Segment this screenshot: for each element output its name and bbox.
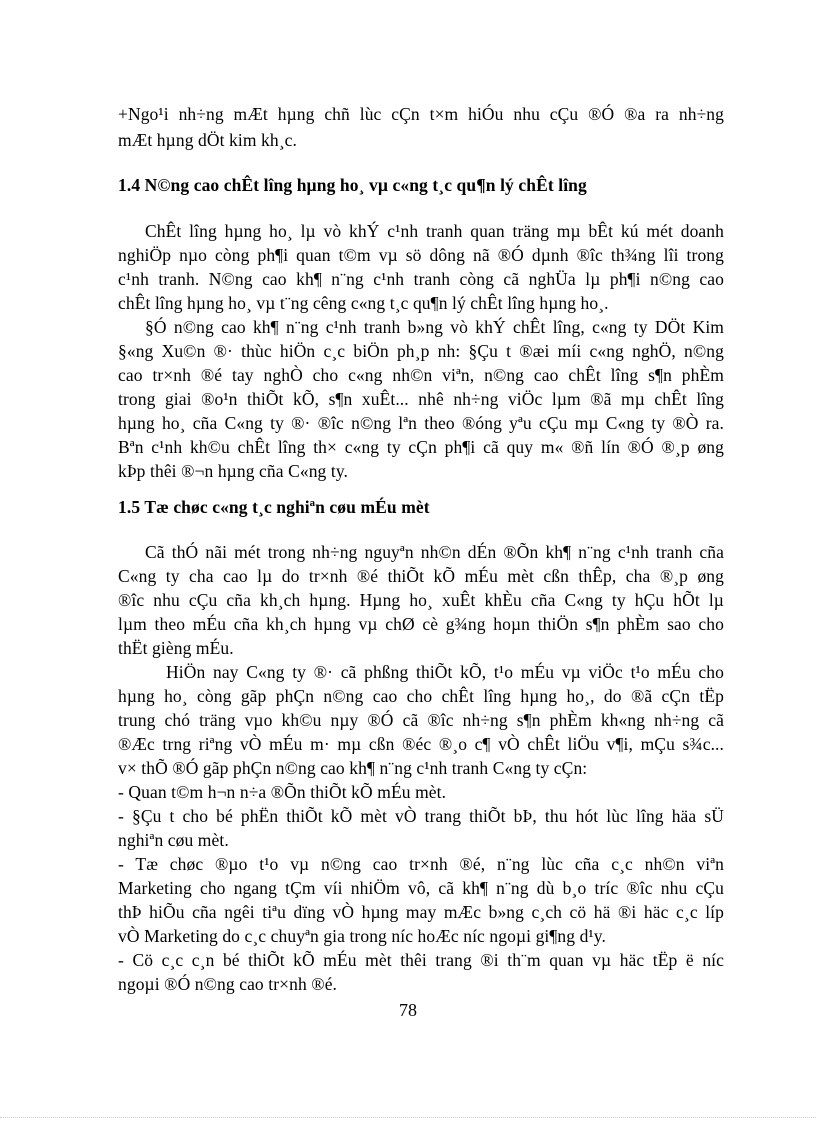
paragraph-line: HiÖn nay C«ng ty ®· cã phßng thiÕt kÕ, t¹o mÉu vµ viÖc t¹o mÉu cho xyxy=(166,662,724,682)
paragraph-line: trung chó träng vµo kh©u nµy ®Ó cã ®îc nh÷ng s¶n phÈm kh«ng nh÷ng cã xyxy=(118,710,724,730)
paragraph-line: thËt gièng mÉu. xyxy=(118,638,234,658)
paragraph-line: thÞ hiÕu cña ngêi tiªu dïng vÒ hµng may mÆc b»ng c¸ch cö hä ®i häc c¸c líp xyxy=(118,902,724,922)
paragraph-line: ChÊt lîng hµng ho¸ lµ vò khÝ c¹nh tranh quan träng mµ bÊt kú mét doanh xyxy=(145,221,724,241)
paragraph-line: ngoµi ®Ó n©ng cao tr×nh ®é. xyxy=(118,974,338,994)
paragraph-line: v× thÕ ®Ó gãp phÇn n©ng cao kh¶ n¨ng c¹nh tranh C«ng ty cÇn: xyxy=(118,758,588,778)
paragraph-line: §Ó n©ng cao kh¶ n¨ng c¹nh tranh b»ng vò khÝ chÊt lîng, c«ng ty DÖt Kim xyxy=(145,317,724,337)
paragraph-line: nghiÖp nµo còng ph¶i quan t©m vµ sö dông nã ®Ó dµnh ®îc th¾ng lîi trong xyxy=(118,245,724,265)
bullet-item: - §Çu t cho bé phËn thiÕt kÕ mèt vÒ trang thiÕt bÞ, thu hót lùc lîng häa sÜ xyxy=(118,806,724,826)
page-divider xyxy=(0,1117,816,1118)
paragraph-line: ®îc nhu cÇu cña kh¸ch hµng. Hµng ho¸ xuÊt khÈu cña C«ng ty hÇu hÕt lµ xyxy=(118,590,724,610)
paragraph-line: hµng ho¸ cña C«ng ty ®· ®îc n©ng lªn theo ®óng yªu cÇu mµ C«ng ty ®Ò ra. xyxy=(118,413,724,433)
paragraph-line: kÞp thêi ®¬n hµng cña C«ng ty. xyxy=(118,461,349,481)
paragraph-line: cao tr×nh ®é tay nghÒ cho c«ng nh©n viªn, n©ng cao chÊt lîng s¶n phÈm xyxy=(118,365,724,385)
paragraph-line: nghiªn cøu mèt. xyxy=(118,830,229,850)
intro-line-2: mÆt hµng dÖt kim kh¸c. xyxy=(118,130,298,150)
paragraph-line: lµm theo mÉu cña kh¸ch hµng vµ chØ cè g¾ng hoµn thiÖn s¶n phÈm sao cho xyxy=(118,614,724,634)
paragraph-line: Marketing cho ngang tÇm víi nhiÖm vô, cã kh¶ n¨ng dù b¸o tríc ®îc nhu cÇu xyxy=(118,878,724,898)
paragraph-line: hµng ho¸ còng gãp phÇn n©ng cao cho chÊt lîng hµng ho¸, do ®ã cÇn tËp xyxy=(118,686,724,706)
bullet-item: - Quan t©m h¬n n÷a ®Õn thiÕt kÕ mÉu mèt. xyxy=(118,782,447,802)
section-heading-1-5: 1.5 Tæ chøc c«ng t¸c nghiªn cøu mÉu mèt xyxy=(118,497,430,517)
intro-line-1: +Ngo¹i nh÷ng mÆt hµng chñ lùc cÇn t×m hiÓu nhu cÇu ®Ó ®a ra nh÷ng xyxy=(118,104,724,124)
page-number: 78 xyxy=(399,1000,417,1020)
paragraph-line: c¹nh tranh. N©ng cao kh¶ n¨ng c¹nh tranh còng cã nghÜa lµ ph¶i n©ng cao xyxy=(118,269,724,289)
section-heading-1-4: 1.4 N©ng cao chÊt lîng hµng ho¸ vµ c«ng t¸c qu¶n lý chÊt lîng xyxy=(118,175,587,195)
paragraph-line: chÊt lîng hµng ho¸ vµ t¨ng cêng c«ng t¸c qu¶n lý chÊt lîng hµng ho¸. xyxy=(118,293,609,313)
bullet-item: - Tæ chøc ®µo t¹o vµ n©ng cao tr×nh ®é, n¨ng lùc cña c¸c nh©n viªn xyxy=(118,854,724,874)
bullet-item: - Cö c¸c c¸n bé thiÕt kÕ mÉu mèt thêi trang ®i th¨m quan vµ häc tËp ë níc xyxy=(118,950,724,970)
paragraph-line: C«ng ty cha cao lµ do tr×nh ®é thiÕt kÕ mÉu mèt cßn thÊp, cha ®¸p øng xyxy=(118,566,724,586)
paragraph-line: Cã thÓ nãi mét trong nh÷ng nguyªn nh©n dÉn ®Õn kh¶ n¨ng c¹nh tranh cña xyxy=(145,542,724,562)
paragraph-line: trong giai ®o¹n thiÕt kÕ, s¶n xuÊt... nhê nh÷ng viÖc lµm ®ã mµ chÊt lîng xyxy=(118,389,724,409)
paragraph-line: §«ng Xu©n ®· thùc hiÖn c¸c biÖn ph¸p nh: §Çu t ®æi míi c«ng nghÖ, n©ng xyxy=(118,341,724,361)
paragraph-line: vÒ Marketing do c¸c chuyªn gia trong níc hoÆc níc ngoµi gi¶ng d¹y. xyxy=(118,926,606,946)
paragraph-line: ®Æc trng riªng vÒ mÉu m· mµ cßn ®éc ®¸o c¶ vÒ chÊt liÖu v¶i, mÇu s¾c... xyxy=(118,734,724,754)
paragraph-line: Bªn c¹nh kh©u chÊt lîng th× c«ng ty cÇn ph¶i cã quy m« ®ñ lín ®Ó ®¸p øng xyxy=(118,437,724,457)
